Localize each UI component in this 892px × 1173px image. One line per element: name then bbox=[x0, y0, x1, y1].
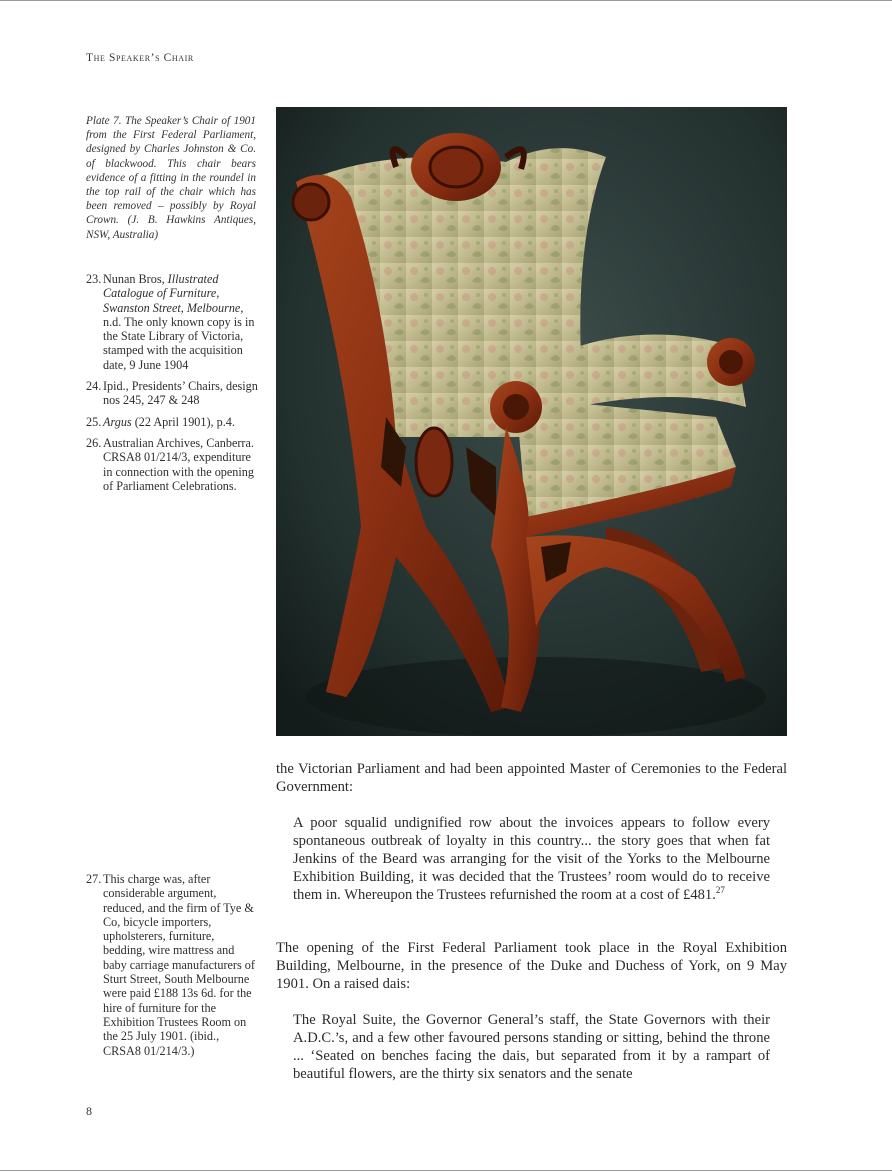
top-rule bbox=[0, 0, 892, 1]
speakers-chair-photo bbox=[276, 107, 787, 736]
bottom-rule bbox=[0, 1170, 892, 1171]
footnote-number: 23. bbox=[86, 272, 102, 286]
block-quote-1: A poor squalid undignified row about the invoices appears to follow every spontaneous outbreak of loyalty in this country... the story goes that when fat Jenkins of the Beard was arranging for the visit of the Yorks to the Melbourne Exhibition Building, it was decided that the Trustees’ room would do to receive them in. Whereupon the Trustees refurnished the room at a cost of £481.27 bbox=[293, 815, 770, 903]
running-head: The Speaker’s Chair bbox=[86, 52, 194, 64]
footnote-number: 27. bbox=[86, 872, 102, 886]
footnote-25: 25. Argus (22 April 1901), p.4. bbox=[86, 414, 235, 429]
footnote-number: 25. bbox=[86, 414, 102, 429]
block-quote-2: The Royal Suite, the Governor General’s staff, the State Governors with their A.D.C.’s, and a few other favoured persons standing or sitting, behind the throne ... ‘Seated on benches facing the dais, but separated from it by a rampart of beautiful flowers, are the thirty six senators and the senate bbox=[293, 1012, 770, 1082]
footnote-23: 23. Nunan Bros, Illustrated Catalogue of Furniture, Swanston Street, Melbourne, n.d. The only known copy is in the State Library of Victoria, stamped with the acquisition date, 9 June 1904 bbox=[86, 272, 255, 372]
body-paragraph-2: The opening of the First Federal Parliament took place in the Royal Exhibition Building, Melbourne, in the presence of the Duke and Duchess of York, on 9 May 1901. On a raised dais: bbox=[276, 940, 787, 992]
footnote-26: 26. Australian Archives, Canberra. CRSA8 01/214/3, expenditure in connection with the opening of Parliament Celebrations. bbox=[86, 435, 254, 493]
body-paragraph-1: the Victorian Parliament and had been appointed Master of Ceremonies to the Federal Government: bbox=[276, 761, 787, 795]
page-number: 8 bbox=[86, 1104, 92, 1118]
footnote-number: 26. bbox=[86, 435, 102, 450]
footnote-number: 24. bbox=[86, 379, 102, 394]
footnote-24: 24. Ipid., Presidents’ Chairs, design nos 245, 247 & 248 bbox=[86, 379, 258, 408]
footnotes-lower bbox=[86, 872, 258, 1065]
chair-illustration bbox=[276, 107, 787, 736]
footnote-ref-27: 27 bbox=[715, 885, 725, 896]
footnotes-upper bbox=[86, 272, 258, 500]
plate-caption: Plate 7. The Speaker’s Chair of 1901 from the First Federal Parliament, designed by Charles Johnston & Co. of blackwood. This chair bears evidence of a fitting in the roundel in the top rail of the chair which has been removed – possibly by Royal Crown. (J. B. Hawkins Antiques, NSW, Australia) bbox=[86, 115, 256, 241]
footnote-27: 27. This charge was, after considerable argument, reduced, and the firm of Tye & Co, bicycle importers, upholsterers, furniture, bedding, wire mattress and baby carriage manufacturers of Sturt Street, South Melbourne were paid £188 13s 6d. for the hire of furniture for the Exhibition Trustees Room on the 25 July 1901. (ibid., CRSA8 01/214/3.) bbox=[86, 872, 255, 1058]
